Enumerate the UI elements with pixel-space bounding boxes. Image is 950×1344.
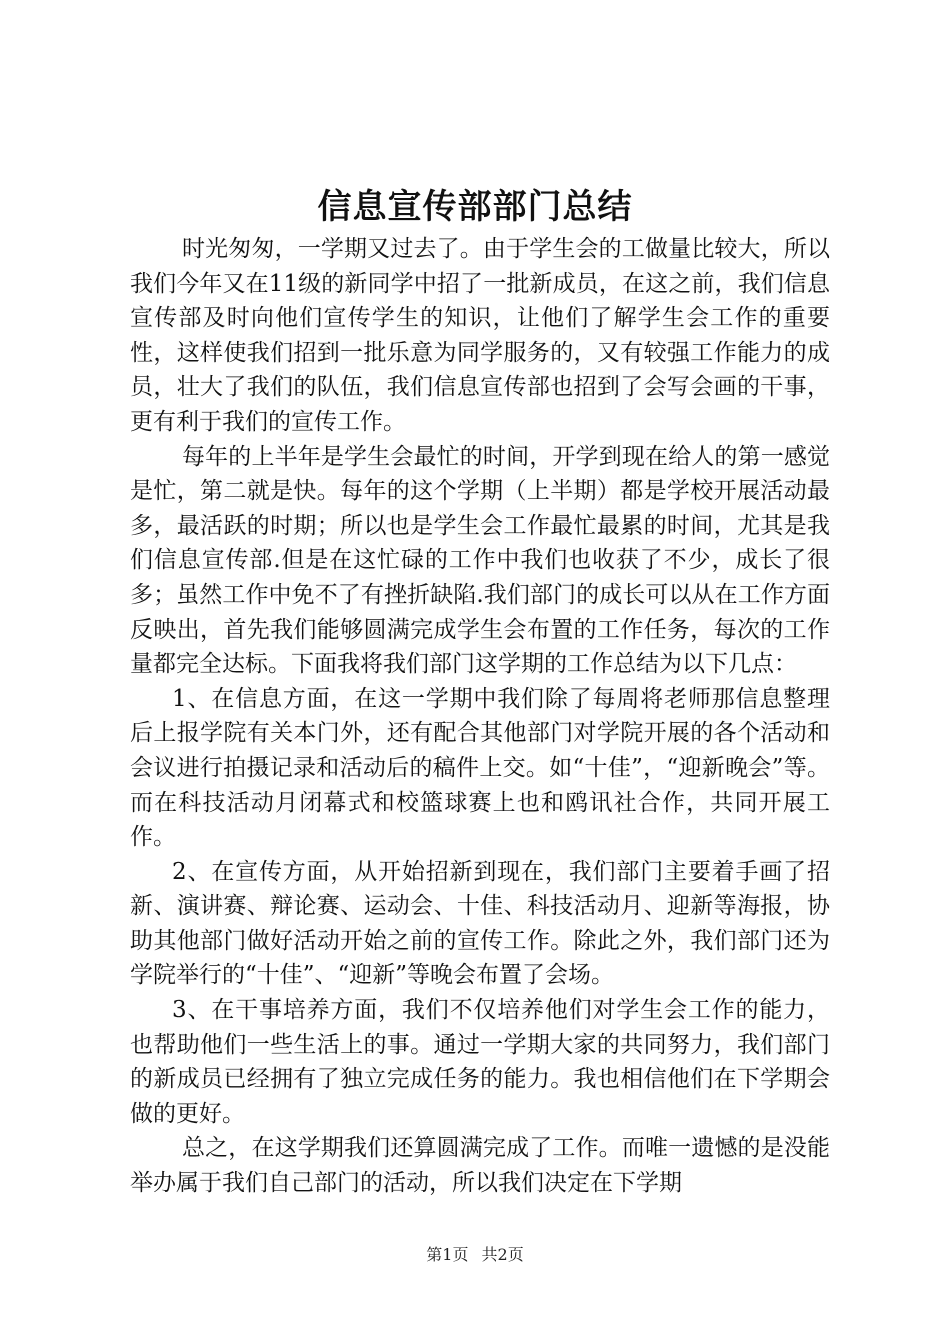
document-title: 信息宣传部部门总结 [317, 187, 633, 227]
paragraph-point-information: 1、在信息方面，在这一学期中我们除了每周将老师那信息整理后上报学院有关本门外，还有配合其他部门对学院开展的各个活动和会议进行拍摄记录和活动后的稿件上交。如“十佳”，“迎新晚会”等。而在科技活动月闭幕式和校篮球赛上也和鸥讯社合作，共同开展工作。 [130, 685, 830, 851]
paragraph-intro: 时光匆匆，一学期又过去了。由于学生会的工做量比较大，所以我们今年又在11级的新同学中招了一批新成员，在这之前，我们信息宣传部及时向他们宣传学生的知识，让他们了解学生会工作的重要性，这样使我们招到一批乐意为同学服务的，又有较强工作能力的成员，壮大了我们的队伍，我们信息宣传部也招到了会写会画的干事，更有利于我们的宣传工作。 [130, 236, 830, 435]
paragraph-conclusion: 总之，在这学期我们还算圆满完成了工作。而唯一遗憾的是没能举办属于我们自己部门的活动，所以我们决定在下学期 [130, 1135, 830, 1197]
page-total: 共2页 [481, 1245, 524, 1264]
document-body [130, 232, 830, 1201]
page-number: 第1页 [426, 1245, 469, 1264]
page-footer [0, 1244, 950, 1266]
paragraph-point-publicity: 2、在宣传方面，从开始招新到现在，我们部门主要着手画了招新、演讲赛、辩论赛、运动会、十佳、科技活动月、迎新等海报，协助其他部门做好活动开始之前的宣传工作。除此之外，我们部门还为学院举行的“十佳”、“迎新”等晚会布置了会场。 [130, 858, 830, 989]
paragraph-overview: 每年的上半年是学生会最忙的时间，开学到现在给人的第一感觉是忙，第二就是快。每年的这个学期（上半期）都是学校开展活动最多，最活跃的时期；所以也是学生会工作最忙最累的时间，尤其是我们信息宣传部.但是在这忙碌的工作中我们也收获了不少，成长了很多；虽然工作中免不了有挫折缺陷.我们部门的成长可以从在工作方面反映出，首先我们能够圆满完成学生会布置的工作任务，每次的工作量都完全达标。下面我将我们部门这学期的工作总结为以下几点： [130, 443, 830, 678]
paragraph-point-staff-training: 3、在干事培养方面，我们不仅培养他们对学生会工作的能力，也帮助他们一些生活上的事。通过一学期大家的共同努力，我们部门的新成员已经拥有了独立完成任务的能力。我也相信他们在下学期会做的更好。 [130, 997, 830, 1127]
